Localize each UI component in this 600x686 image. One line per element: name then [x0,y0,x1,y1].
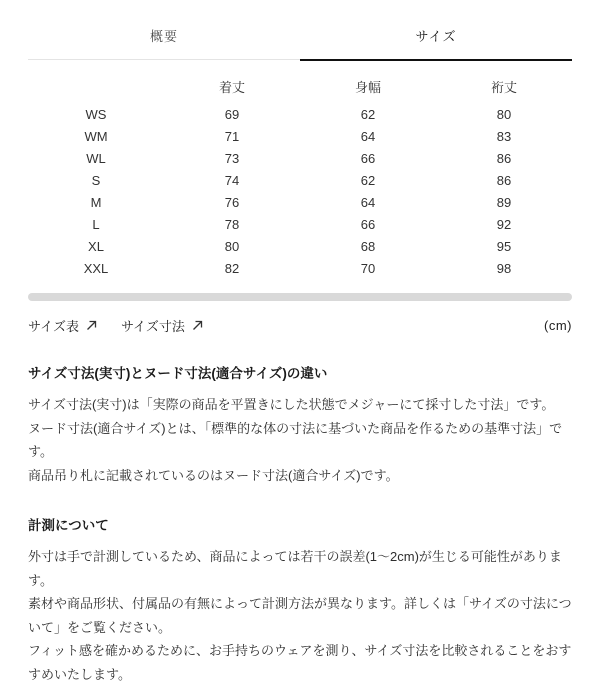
external-link-icon [86,320,97,331]
size-dimensions-link[interactable] [121,316,203,335]
cell-value: 66 [360,217,376,232]
section-heading: 計測について [28,518,109,533]
section-paragraph: サイズ寸法(実寸)は「実際の商品を平置きにした状態でメジャーにて採寸した寸法」です。 [28,397,555,412]
cell-value: 70 [360,261,376,276]
section-measurement [28,516,572,686]
cell-value: 98 [496,261,512,276]
section-paragraph: 外寸は手で計測しているため、商品によっては若干の誤差(1〜2cm)が生じる可能性があります。 [28,549,562,588]
size-label: L [92,217,100,232]
column-header-body-width: 身幅 [354,80,381,95]
cell-value: 89 [496,195,512,210]
cell-value: 74 [224,173,240,188]
section-size-difference [28,364,572,487]
size-label: WS [85,107,107,122]
cell-value: 80 [496,107,512,122]
cell-value: 95 [496,239,512,254]
cell-value: 64 [360,129,376,144]
cell-value: 92 [496,217,512,232]
size-column-header-empty [28,71,164,104]
tab-size[interactable]: サイズ [300,26,572,61]
cell-value: 68 [360,239,376,254]
cell-value: 73 [224,151,240,166]
table-row [28,170,572,192]
section-paragraph: 商品吊り札に記載されているのはヌード寸法(適合サイズ)です。 [28,467,399,483]
tab-bar [28,26,572,61]
size-label: XL [88,239,104,254]
cell-value: 64 [360,195,376,210]
section-paragraph: フィット感を確かめるために、お手持ちのウェアを測り、サイズ寸法を比較されることをおすすめいたします。 [28,643,572,682]
cell-value: 86 [496,151,512,166]
table-row [28,148,572,170]
cell-value: 78 [224,217,240,232]
size-label: WL [86,151,106,166]
cell-value: 66 [360,151,376,166]
cell-value: 76 [224,195,240,210]
section-heading: サイズ寸法(実寸)とヌード寸法(適合サイズ)の違い [28,366,328,381]
cell-value: 86 [496,173,512,188]
external-link-icon [192,320,203,331]
table-row [28,192,572,214]
size-label: XXL [83,261,109,276]
section-paragraph: 素材や商品形状、付属品の有無によって計測方法が異なります。詳しくは「サイズの寸法について」をご覧ください。 [28,596,572,635]
tab-overview[interactable]: 概要 [28,26,300,60]
table-row [28,258,572,280]
size-chart-link[interactable] [28,316,97,335]
unit-label: (cm) [544,318,572,333]
size-label: WM [84,129,108,144]
cell-value: 71 [224,129,240,144]
column-header-sleeve-length: 裄丈 [490,80,517,95]
cell-value: 62 [360,173,376,188]
cell-value: 69 [224,107,240,122]
table-row [28,104,572,126]
table-row [28,126,572,148]
size-panel [0,26,600,686]
section-paragraph: ヌード寸法(適合サイズ)とは、「標準的な体の寸法に基づいた商品を作るための基準寸法」です。 [28,420,563,459]
cell-value: 62 [360,107,376,122]
cell-value: 80 [224,239,240,254]
horizontal-scrollbar[interactable] [28,293,572,301]
cell-value: 83 [496,129,512,144]
table-row [28,214,572,236]
size-dimensions-link-label: サイズ寸法 [120,319,185,334]
size-label: M [90,195,102,210]
size-chart-link-label: サイズ表 [28,319,79,334]
links-row [28,316,572,335]
column-header-body-length: 着丈 [218,80,245,95]
size-label: S [91,173,101,188]
size-table-header-row [28,71,572,104]
size-table [28,71,572,280]
links-group [28,316,203,335]
cell-value: 82 [224,261,240,276]
table-row [28,236,572,258]
